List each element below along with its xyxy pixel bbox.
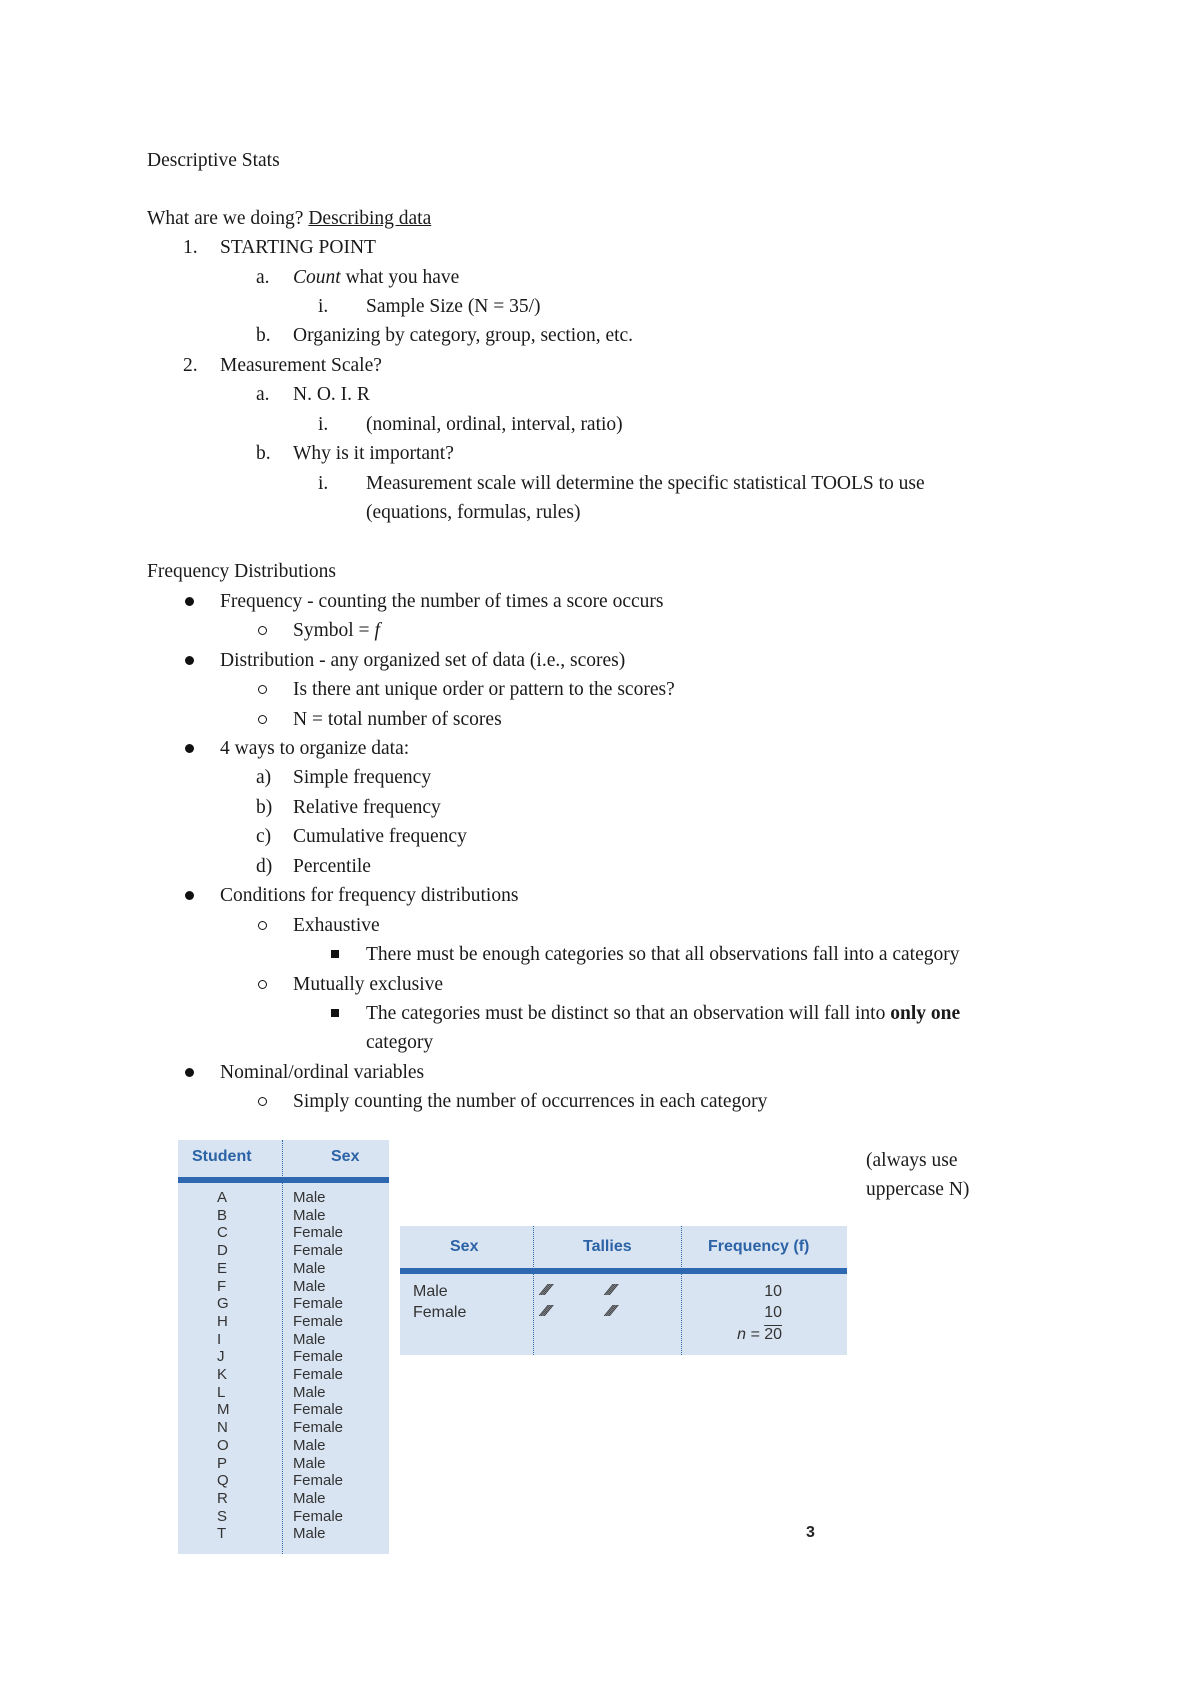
- student-sex-cell: Male: [293, 1189, 326, 1206]
- tally-marks: ∕∕∕∕: [608, 1282, 615, 1299]
- freq-frequency-header: Frequency (f): [708, 1238, 810, 1255]
- header-rule: [400, 1268, 847, 1274]
- student-id-cell: R: [217, 1489, 228, 1507]
- freq-total: [700, 1326, 782, 1344]
- student-id-cell: K: [217, 1366, 228, 1383]
- page-heading: Descriptive Stats: [147, 150, 280, 171]
- bullet-item: Frequency - counting the number of times a score occurs: [220, 591, 664, 612]
- list-letter: a): [256, 767, 272, 788]
- student-sex-cell: Female: [293, 1419, 344, 1437]
- n-label: n =: [737, 1326, 760, 1343]
- student-id-cell: M: [217, 1401, 230, 1419]
- student-sex-cell: Male: [293, 1525, 326, 1543]
- outline-roman: i.: [318, 414, 329, 435]
- student-id-cell: C: [217, 1224, 228, 1242]
- student-sex-cell: Male: [293, 1383, 326, 1401]
- student-id-cell: Q: [217, 1472, 229, 1490]
- symbol-label: Symbol =: [293, 620, 370, 641]
- student-id-cell: I: [217, 1330, 222, 1348]
- ways-item: Percentile: [293, 856, 371, 877]
- student-col-header: Student: [192, 1148, 252, 1165]
- freq-row-value: 10: [764, 1304, 782, 1321]
- outline-subsubitem: Measurement scale will determine the specific statistical TOOLS to use: [366, 473, 925, 494]
- intro-question: What are we doing?: [147, 208, 304, 229]
- bullet-item: 4 ways to organize data:: [220, 738, 410, 759]
- bullet-subitem: [293, 619, 380, 643]
- list-letter: d): [256, 856, 273, 877]
- header-rule: [178, 1177, 389, 1183]
- bullet-item: Distribution - any organized set of data (i.e., scores): [220, 650, 626, 671]
- intro-answer: Describing data: [308, 208, 432, 229]
- outline-letter: a.: [256, 384, 270, 405]
- bullet-disc-icon: [185, 744, 194, 753]
- bullet-disc-icon: [185, 656, 194, 665]
- page-number: 3: [806, 1524, 815, 1541]
- bullet-circle-icon: [258, 626, 267, 635]
- student-sex-cell: Male: [293, 1489, 326, 1507]
- outline-subitem: Organizing by category, group, section, etc.: [293, 325, 634, 346]
- bullet-item: Nominal/ordinal variables: [220, 1062, 425, 1083]
- bullet-subitem: N = total number of scores: [293, 709, 502, 730]
- intro-line: [147, 207, 431, 231]
- ways-item: Simple frequency: [293, 767, 432, 788]
- exclusive-bold: only one: [890, 1003, 961, 1024]
- student-sex-cell: Female: [293, 1242, 344, 1260]
- student-sex-cell: Male: [293, 1436, 326, 1454]
- outline-roman: i.: [318, 473, 329, 494]
- student-id-cell: L: [217, 1383, 226, 1401]
- bullet-disc-icon: [185, 597, 194, 606]
- bullet-disc-icon: [185, 891, 194, 900]
- ways-item: Relative frequency: [293, 797, 441, 818]
- freq-row-value: 10: [764, 1283, 782, 1300]
- n-value: 20: [764, 1326, 782, 1343]
- student-id-cell: P: [217, 1454, 228, 1472]
- bullet-subsubitem-cont: category: [366, 1032, 434, 1053]
- student-sex-cell: Female: [293, 1224, 344, 1242]
- bullet-circle-icon: [258, 980, 267, 989]
- outline-letter: b.: [256, 443, 271, 464]
- student-table: [178, 1140, 389, 1554]
- outline-number: 1.: [183, 237, 198, 258]
- student-sex-cell: Female: [293, 1348, 344, 1366]
- student-sex-cell: Male: [293, 1206, 326, 1224]
- outline-item: Measurement Scale?: [220, 355, 382, 376]
- outline-subitem-text: what you have: [345, 267, 460, 288]
- bullet-subitem: Simply counting the number of occurrences in each category: [293, 1091, 768, 1112]
- tally-marks: ∕∕∕∕: [608, 1303, 615, 1320]
- outline-subsubitem: Sample Size (N = 35/): [366, 296, 541, 317]
- column-divider: [282, 1140, 283, 1554]
- bullet-circle-icon: [258, 1097, 267, 1106]
- student-id-cell: G: [217, 1295, 229, 1313]
- outline-subitem: [293, 266, 459, 290]
- outline-subitem: Why is it important?: [293, 443, 454, 464]
- student-sex-cell: Female: [293, 1366, 344, 1383]
- sex-col-header: Sex: [331, 1148, 360, 1165]
- tally-marks: ∕∕∕∕: [543, 1282, 550, 1299]
- student-id-cell: O: [217, 1436, 229, 1454]
- bullet-subitem: Is there ant unique order or pattern to the scores?: [293, 679, 675, 700]
- bullet-disc-icon: [185, 1068, 194, 1077]
- bullet-circle-icon: [258, 921, 267, 930]
- student-id-cell: E: [217, 1259, 228, 1277]
- student-sex-cell: Male: [293, 1454, 326, 1472]
- student-sex-cell: Male: [293, 1277, 326, 1295]
- outline-roman: i.: [318, 296, 329, 317]
- bullet-square-icon: [331, 1009, 339, 1017]
- outline-subitem: N. O. I. R: [293, 384, 370, 405]
- freq-sex-header: Sex: [450, 1238, 479, 1255]
- list-letter: b): [256, 797, 273, 818]
- student-sex-cell: Female: [293, 1472, 344, 1490]
- bullet-subsubitem: There must be enough categories so that all observations fall into a category: [366, 944, 960, 965]
- outline-number: 2.: [183, 355, 198, 376]
- tally-marks: ∕∕∕∕: [543, 1303, 550, 1320]
- bullet-subitem: Mutually exclusive: [293, 974, 444, 995]
- student-id-cell: A: [217, 1189, 228, 1206]
- student-sex-cell: Female: [293, 1507, 344, 1525]
- student-sex-cell: Female: [293, 1401, 344, 1419]
- bullet-square-icon: [331, 950, 339, 958]
- list-letter: c): [256, 826, 272, 847]
- student-id-cell: T: [217, 1525, 227, 1543]
- bullet-item: Conditions for frequency distributions: [220, 885, 519, 906]
- outline-subsubitem: (nominal, ordinal, interval, ratio): [366, 414, 623, 435]
- student-id-cell: B: [217, 1206, 228, 1224]
- student-sex-cell: Female: [293, 1295, 344, 1313]
- student-id-cell: F: [217, 1277, 227, 1295]
- student-id-cell: N: [217, 1419, 228, 1437]
- bullet-circle-icon: [258, 715, 267, 724]
- student-sex-cell: Male: [293, 1259, 326, 1277]
- bullet-circle-icon: [258, 685, 267, 694]
- symbol-f: f: [374, 620, 380, 641]
- section-heading: Frequency Distributions: [147, 561, 337, 582]
- student-id-cell: J: [217, 1348, 225, 1366]
- bullet-subitem: Exhaustive: [293, 915, 380, 936]
- margin-note-line: (always use: [866, 1150, 958, 1171]
- freq-row-sex: Female: [413, 1304, 467, 1321]
- margin-note-line: uppercase N): [866, 1179, 970, 1200]
- outline-letter: b.: [256, 325, 271, 346]
- outline-subsubitem-cont: (equations, formulas, rules): [366, 502, 581, 523]
- ways-item: Cumulative frequency: [293, 826, 467, 847]
- freq-row-sex: Male: [413, 1283, 448, 1300]
- student-id-cell: H: [217, 1312, 228, 1330]
- outline-emphasis: Count: [293, 267, 341, 288]
- student-id-cell: D: [217, 1242, 228, 1260]
- column-divider: [681, 1226, 682, 1355]
- frequency-table: [400, 1226, 847, 1355]
- student-id-cell: S: [217, 1507, 228, 1525]
- outline-letter: a.: [256, 267, 270, 288]
- exclusive-text: The categories must be distinct so that an observation will fall into: [366, 1003, 886, 1024]
- student-sex-cell: Female: [293, 1312, 344, 1330]
- student-sex-cell: Male: [293, 1330, 326, 1348]
- column-divider: [533, 1226, 534, 1355]
- freq-tallies-header: Tallies: [583, 1238, 632, 1255]
- outline-item: STARTING POINT: [220, 237, 376, 258]
- bullet-subsubitem: [366, 1002, 960, 1026]
